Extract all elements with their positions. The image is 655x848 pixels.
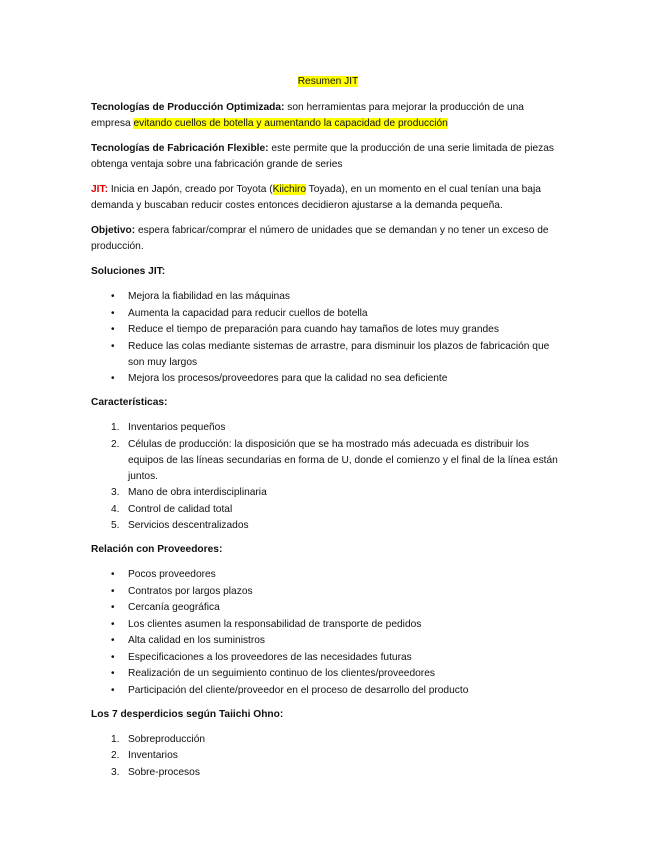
list-item xyxy=(91,371,565,387)
list-item-text: Contratos por largos plazos xyxy=(128,585,253,597)
list-item xyxy=(91,567,565,583)
title-highlight: Resumen JIT xyxy=(297,76,359,87)
list-number: 1. xyxy=(111,422,120,433)
bullet-icon: • xyxy=(111,618,115,630)
list-item-text: Sobreproducción xyxy=(128,733,206,745)
list-item-text: Reduce las colas mediante sistemas de arrastre, para disminuir los plazos de fabricación que son muy largos xyxy=(128,340,550,368)
list-soluciones xyxy=(91,289,565,387)
list-item xyxy=(91,502,565,518)
bullet-icon: • xyxy=(111,340,115,352)
highlighted-text: evitando cuellos de botella y aumentando la capacidad de producción xyxy=(133,118,448,129)
paragraph-text: este permite que la producción de una serie limitada de piezas obtenga ventaja sobre una fabricación grande de series xyxy=(91,143,554,170)
list-item xyxy=(91,633,565,649)
list-item xyxy=(91,666,565,682)
term-label: Objetivo: xyxy=(91,225,136,236)
list-caracteristicas xyxy=(91,420,565,534)
page-title xyxy=(91,74,565,90)
document-content xyxy=(91,74,565,789)
bullet-icon: • xyxy=(111,635,115,646)
list-item-text: Mano de obra interdisciplinaria xyxy=(128,487,267,498)
list-number: 3. xyxy=(111,487,120,498)
bullet-icon: • xyxy=(111,668,115,679)
list-item-text: Especificaciones a los proveedores de las necesidades futuras xyxy=(128,651,412,663)
list-number: 5. xyxy=(111,520,120,531)
list-number: 4. xyxy=(111,503,120,515)
paragraph-text: Inicia en Japón, creado por Toyota ( xyxy=(107,184,273,195)
bullet-icon: • xyxy=(111,324,115,335)
list-item-text: Alta calidad en los suministros xyxy=(128,635,266,646)
list-proveedores xyxy=(91,567,565,699)
list-item-text: Aumenta la capacidad para reducir cuellos de botella xyxy=(128,307,368,319)
bullet-icon: • xyxy=(111,307,115,319)
term-label: Tecnologías de Fabricación Flexible: xyxy=(91,143,269,154)
list-item-text: Inventarios xyxy=(128,750,178,761)
list-item xyxy=(91,485,565,501)
bullet-icon: • xyxy=(111,602,115,613)
list-item xyxy=(91,420,565,436)
list-item-text: Cercanía geográfica xyxy=(128,602,220,613)
list-item-text: Servicios descentralizados xyxy=(128,520,249,531)
list-number: 3. xyxy=(111,766,120,778)
list-number: 2. xyxy=(111,438,120,450)
bullet-icon: • xyxy=(111,651,115,663)
list-item-text: Mejora la fiabilidad en las máquinas xyxy=(128,291,290,302)
paragraph-text: espera fabricar/comprar el número de unidades que se demandan y no tener un exceso de producción. xyxy=(91,225,549,252)
section-heading-soluciones: Soluciones JIT: xyxy=(91,266,166,277)
list-item xyxy=(91,584,565,600)
term-label: JIT: xyxy=(91,184,108,195)
list-item-text: Mejora los procesos/proveedores para que la calidad no sea deficiente xyxy=(128,373,448,384)
bullet-icon: • xyxy=(111,291,115,302)
list-number: 1. xyxy=(111,733,120,745)
list-item xyxy=(91,600,565,616)
list-item-text: Sobre-procesos xyxy=(128,766,200,778)
bullet-icon: • xyxy=(111,569,115,580)
section-heading-caracteristicas: Características: xyxy=(91,397,168,408)
list-item xyxy=(91,322,565,338)
paragraph-objetivo xyxy=(91,223,565,255)
list-item xyxy=(91,306,565,322)
paragraph-tecnologias-flexible xyxy=(91,141,565,173)
list-item xyxy=(91,289,565,305)
term-label: Tecnologías de Producción Optimizada: xyxy=(91,102,285,113)
bullet-icon: • xyxy=(111,684,115,696)
paragraph-jit xyxy=(91,182,565,214)
list-number: 2. xyxy=(111,750,120,761)
list-item-text: Control de calidad total xyxy=(128,503,233,515)
list-item xyxy=(91,765,565,781)
list-item-text: Los clientes asumen la responsabilidad de transporte de pedidos xyxy=(128,618,422,630)
list-desperdicios xyxy=(91,732,565,781)
list-item xyxy=(91,339,565,371)
list-item-text: Reduce el tiempo de preparación para cuando hay tamaños de lotes muy grandes xyxy=(128,324,499,335)
list-item-text: Células de producción: la disposición que se ha mostrado más adecuada es distribuir los equipos de las líneas secundarias en forma de U, donde el comienzo y el final de la línea están juntos. xyxy=(128,438,558,482)
section-heading-proveedores: Relación con Proveedores: xyxy=(91,544,223,555)
highlighted-text: Kiichiro xyxy=(272,184,307,195)
list-item xyxy=(91,617,565,633)
list-item xyxy=(91,732,565,748)
paragraph-text: son herramientas para mejorar la producción de una empresa xyxy=(91,102,524,129)
bullet-icon: • xyxy=(111,373,115,384)
paragraph-text: Toyada), en un momento en el cual tenían una baja demanda y buscaban reducir costes entonces decidieron ajustarse a la demanda pequeña. xyxy=(91,184,541,211)
list-item xyxy=(91,518,565,534)
section-heading-desperdicios: Los 7 desperdicios según Taiichi Ohno: xyxy=(91,708,284,720)
list-item-text: Inventarios pequeños xyxy=(128,422,226,433)
list-item-text: Pocos proveedores xyxy=(128,569,216,580)
list-item xyxy=(91,650,565,666)
list-item-text: Realización de un seguimiento continuo de los clientes/proveedores xyxy=(128,668,435,679)
bullet-icon: • xyxy=(111,585,115,597)
list-item-text: Participación del cliente/proveedor en el proceso de desarrollo del producto xyxy=(128,684,469,696)
list-item xyxy=(91,683,565,699)
list-item xyxy=(91,748,565,764)
list-item xyxy=(91,437,565,485)
paragraph-tecnologias-optimizada xyxy=(91,100,565,132)
